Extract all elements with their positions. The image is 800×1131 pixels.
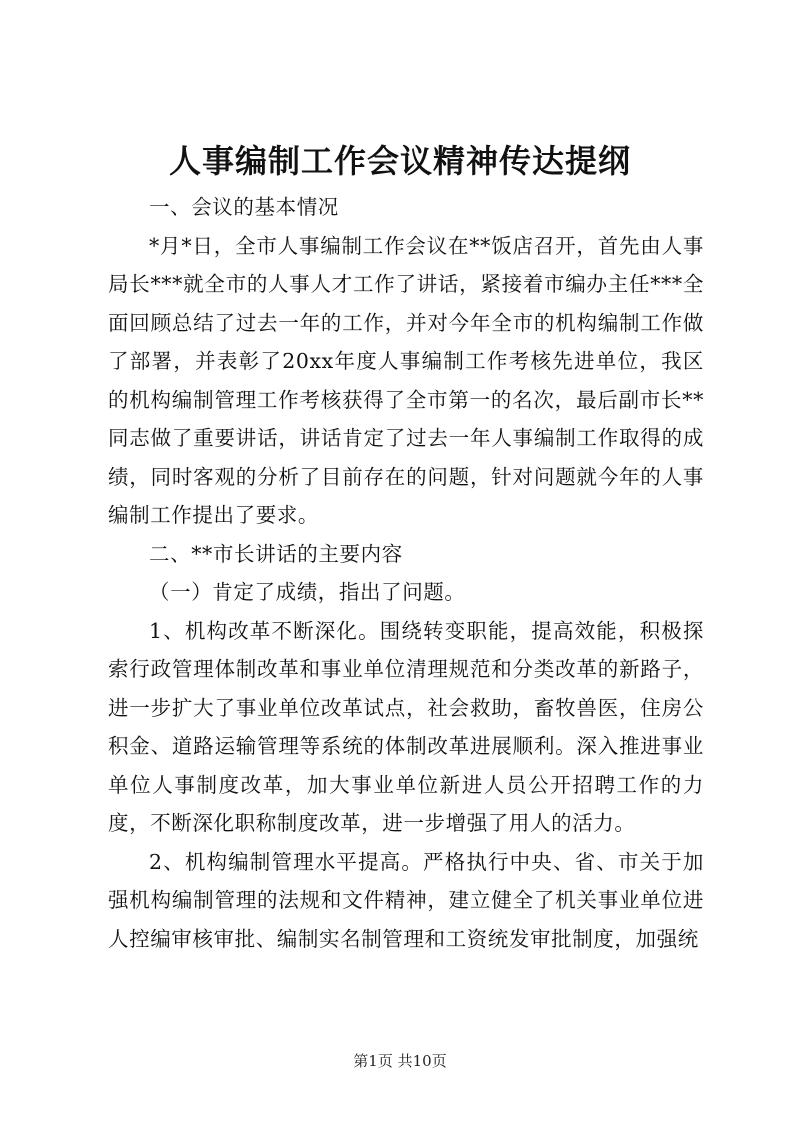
document-body: [108, 188, 704, 958]
page-footer: 第1页 共10页: [353, 1052, 447, 1070]
paragraph-item-1: 1、机构改革不断深化。围绕转变职能，提高效能，积极探索行政管理体制改革和事业单位清理规范和分类改革的新路子，进一步扩大了事业单位改革试点，社会救助，畜牧兽医，住房公积金、道路运输管理等系统的体制改革进展顺利。深入推进事业单位人事制度改革，加大事业单位新进人员公开招聘工作的力度，不断深化职称制度改革，进一步增强了用人的活力。: [108, 618, 704, 835]
paragraph-meeting-overview: *月*日，全市人事编制工作会议在**饭店召开，首先由人事局长***就全市的人事人才工作了讲话，紧接着市编办主任***全面回顾总结了过去一年的工作，并对今年全市的机构编制工作做了部署，并表彰了20xx年度人事编制工作考核先进单位，我区的机构编制管理工作考核获得了全市第一的名次，最后副市长**同志做了重要讲话，讲话肯定了过去一年人事编制工作取得的成绩，同时客观的分析了目前存在的问题，针对问题就今年的人事编制工作提出了要求。: [108, 233, 704, 527]
subsection-heading-1: （一）肯定了成绩，指出了问题。: [149, 580, 466, 604]
paragraph-item-2: 2、机构编制管理水平提高。严格执行中央、省、市关于加强机构编制管理的法规和文件精神，建立健全了机关事业单位进人控编审核审批、编制实名制管理和工资统发审批制度，加强统: [108, 849, 704, 951]
document-title: 人事编制工作会议精神传达提纲: [168, 142, 631, 180]
section-heading-2: 二、**市长讲话的主要内容: [149, 541, 403, 566]
section-heading-1: 一、会议的基本情况: [149, 195, 339, 219]
